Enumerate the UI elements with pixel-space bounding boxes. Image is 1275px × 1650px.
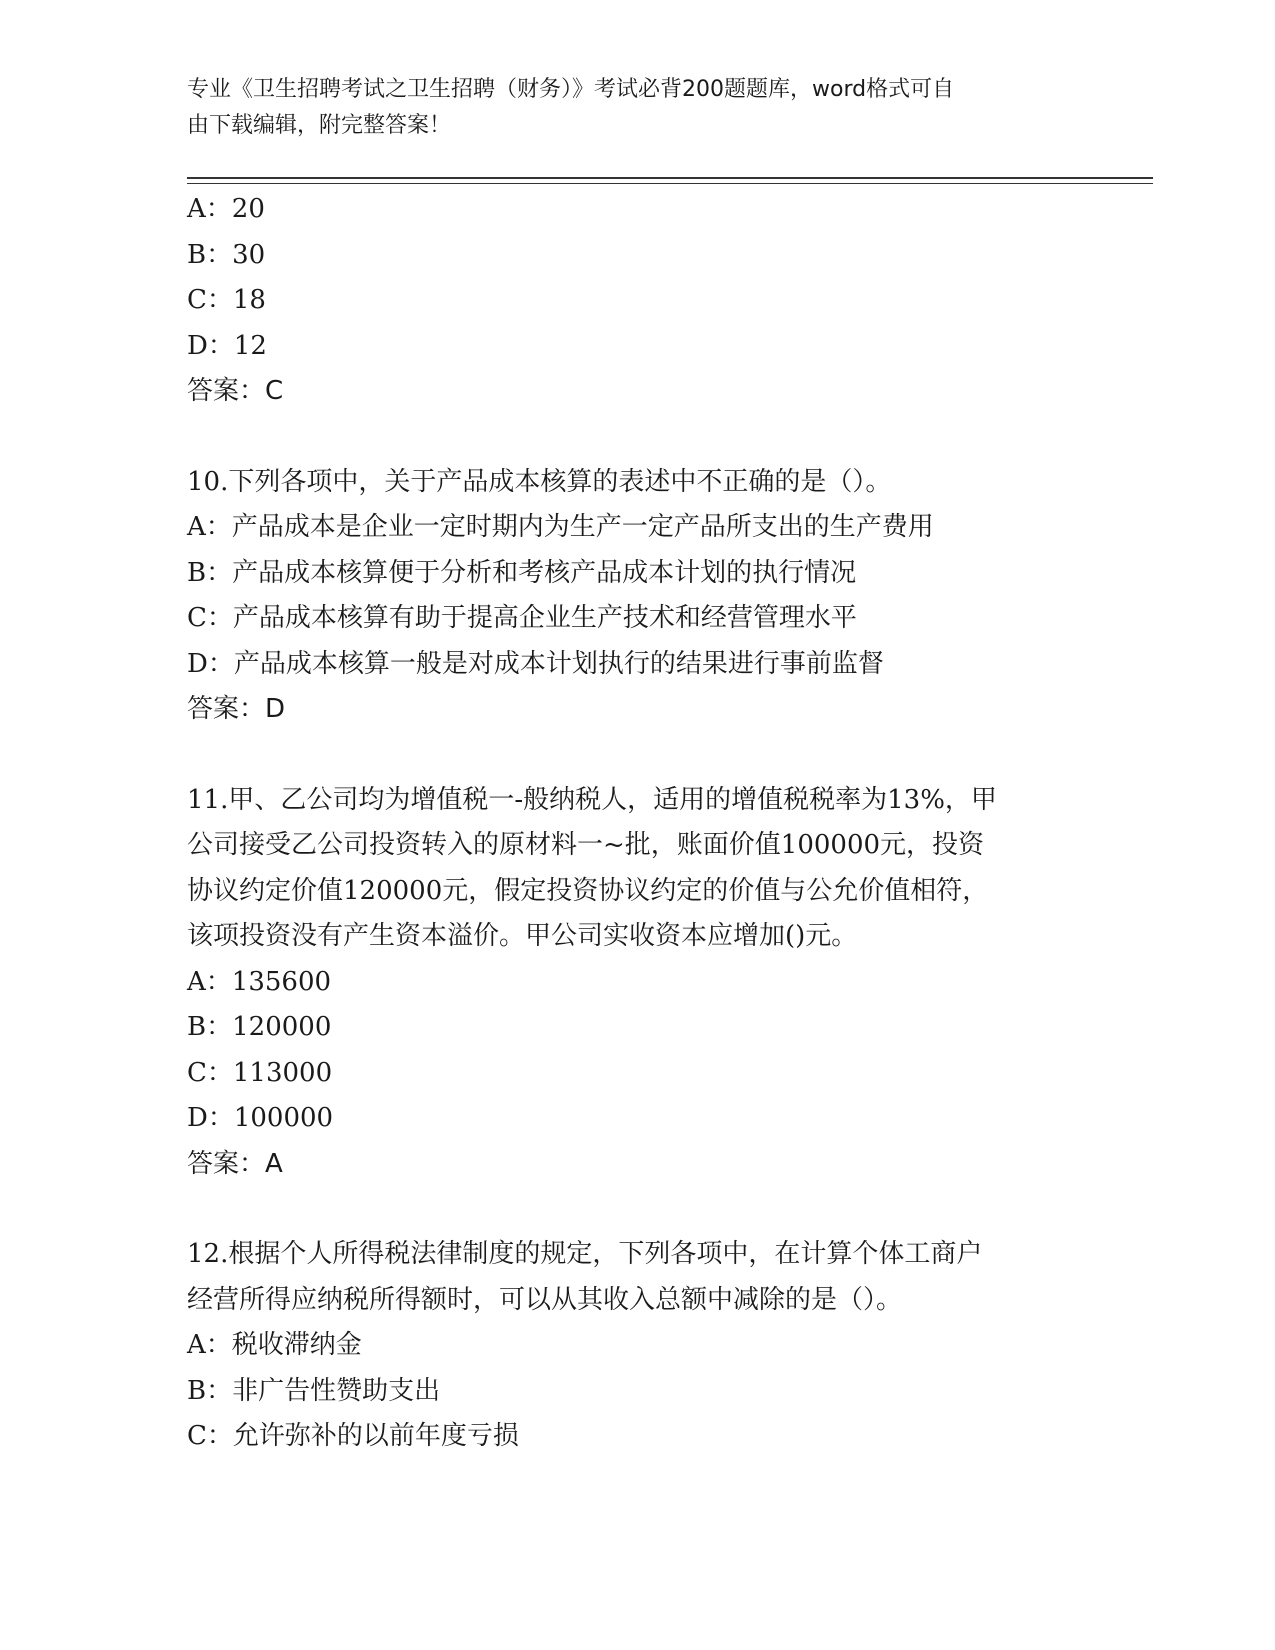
question-11 xyxy=(187,778,1087,1188)
option-a: A：20 xyxy=(187,194,265,224)
question-text-line-1: 11.甲、乙公司均为增值税一-般纳税人，适用的增值税税率为13%，甲 xyxy=(187,784,997,815)
answer: 答案：A xyxy=(187,1148,283,1179)
option-a: A：税收滞纳金 xyxy=(187,1330,362,1360)
question-text-line-2: 经营所得应纳税所得额时，可以从其收入总额中减除的是（）。 xyxy=(187,1284,903,1315)
option-b: B：30 xyxy=(187,239,266,270)
question-text-line-3: 协议约定价值120000元，假定投资协议约定的价值与公允价值相符， xyxy=(187,875,989,906)
option-c: C：18 xyxy=(187,285,266,315)
option-a: A：135600 xyxy=(187,966,332,997)
option-d: D：100000 xyxy=(187,1103,334,1133)
header-rule-thin xyxy=(187,183,1153,184)
option-b: B：120000 xyxy=(187,1012,332,1042)
question-text-line-2: 公司接受乙公司投资转入的原材料一~批，账面价值100000元，投资 xyxy=(187,830,985,860)
question-text: 10.下列各项中，关于产品成本核算的表述中不正确的是（）。 xyxy=(187,466,892,497)
header-line-2: 由下载编辑，附完整答案！ xyxy=(187,113,452,138)
option-c: C：产品成本核算有助于提高企业生产技术和经营管理水平 xyxy=(187,603,857,633)
header-line-1: 专业《卫生招聘考试之卫生招聘（财务）》考试必背200题题库，word格式可自 xyxy=(187,77,955,102)
question-9 xyxy=(187,187,1087,415)
option-b: B：非广告性赞助支出 xyxy=(187,1375,441,1406)
option-c: C：允许弥补的以前年度亏损 xyxy=(187,1421,519,1451)
question-text-line-1: 12.根据个人所得税法律制度的规定，下列各项中，在计算个体工商户 xyxy=(187,1239,983,1269)
question-10 xyxy=(187,460,1087,733)
answer: 答案：D xyxy=(187,694,286,724)
option-a: A：产品成本是企业一定时期内为生产一定产品所支出的生产费用 xyxy=(187,512,934,542)
header-rule-thick xyxy=(187,177,1153,179)
question-12 xyxy=(187,1232,1087,1460)
option-d: D：产品成本核算一般是对成本计划执行的结果进行事前监督 xyxy=(187,648,884,679)
question-text-line-4: 该项投资没有产生资本溢价。甲公司实收资本应增加()元。 xyxy=(187,921,858,951)
question-list xyxy=(187,187,1087,1460)
option-b: B：产品成本核算便于分析和考核产品成本计划的执行情况 xyxy=(187,557,857,588)
document-header xyxy=(187,72,1087,144)
option-d: D：12 xyxy=(187,330,267,361)
option-c: C：113000 xyxy=(187,1057,333,1088)
answer: 答案：C xyxy=(187,376,284,406)
